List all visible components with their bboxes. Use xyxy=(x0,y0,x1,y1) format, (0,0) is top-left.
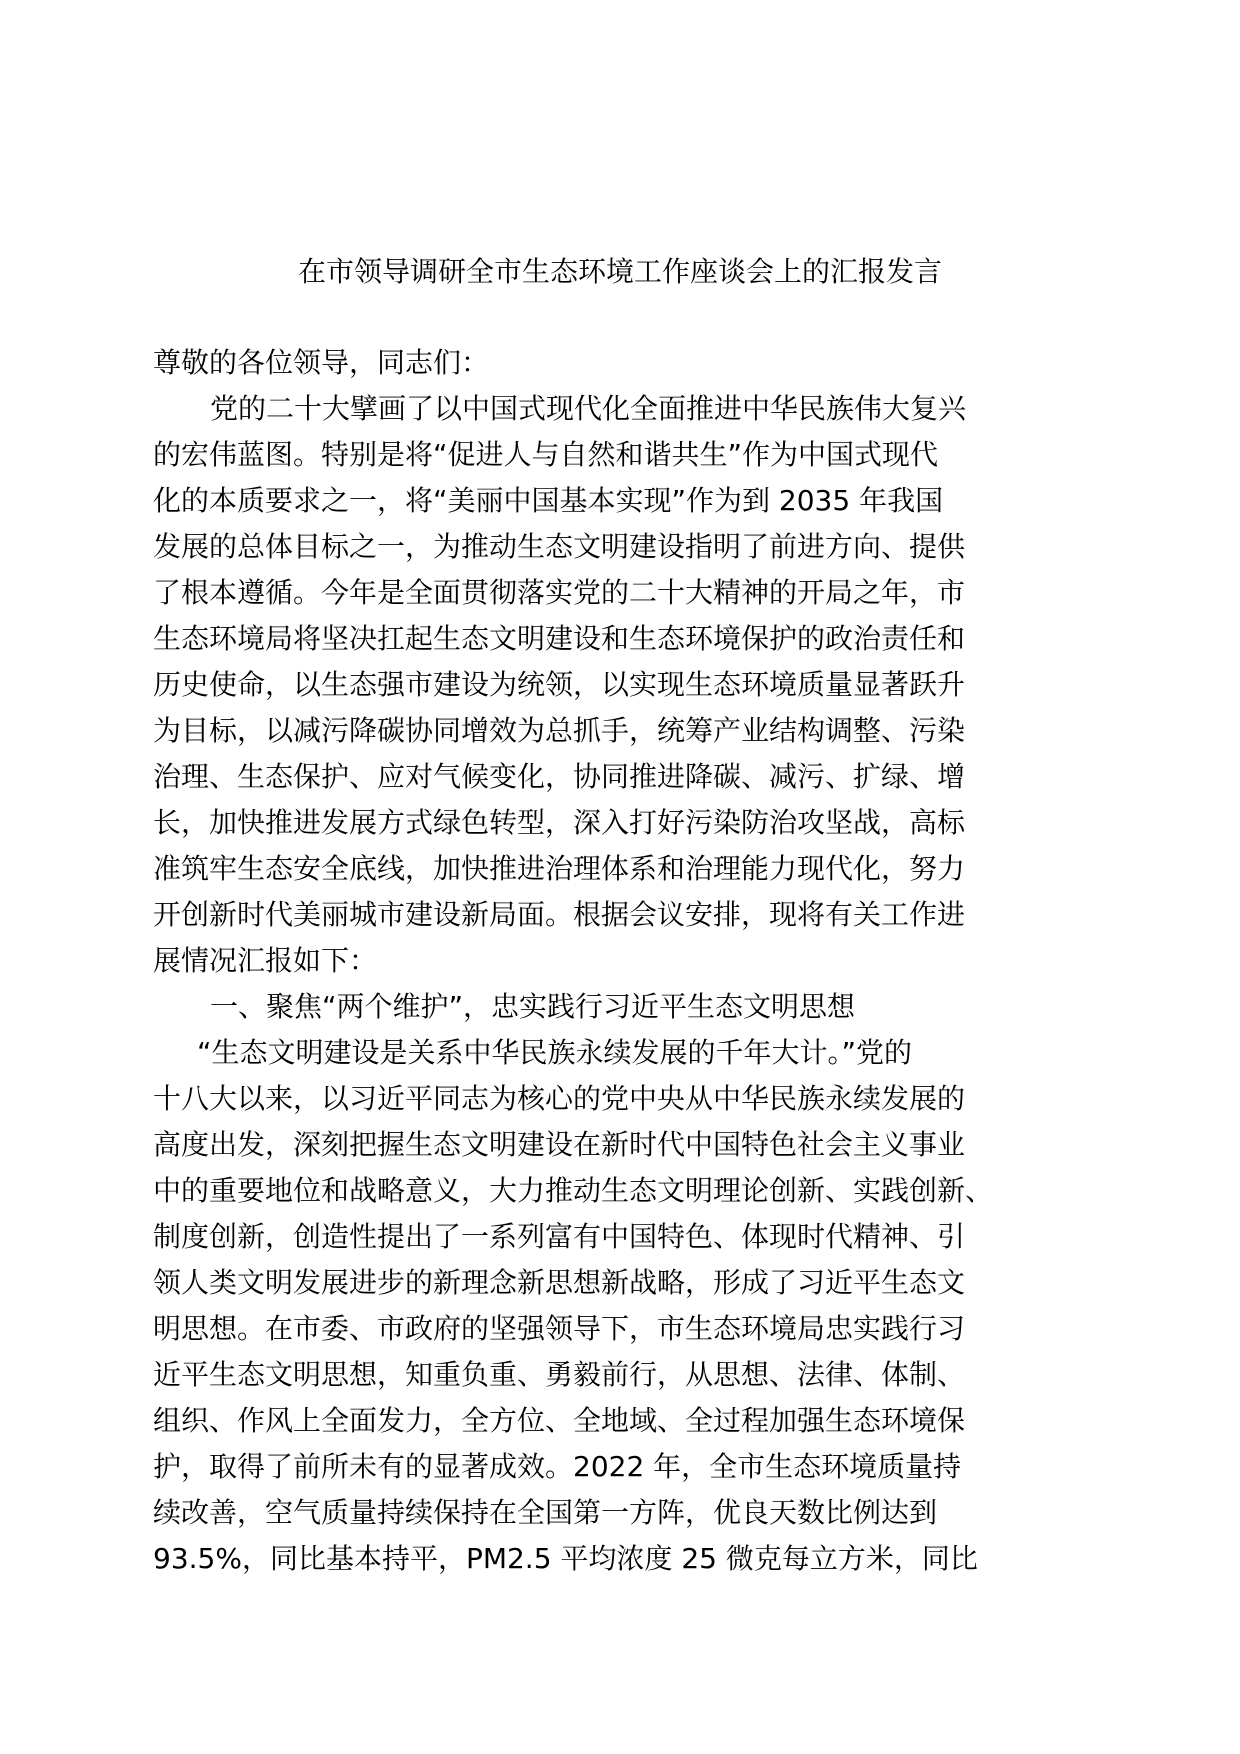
paragraph-line: 领人类文明发展进步的新理念新思想新战略，形成了习近平生态文 xyxy=(153,1266,966,1299)
paragraph-line: 了根本遵循。今年是全面贯彻落实党的二十大精神的开局之年，市 xyxy=(153,576,966,609)
paragraph-line: 组织、作风上全面发力，全方位、全地域、全过程加强生态环境保 xyxy=(153,1404,966,1437)
paragraph-line: 党的二十大擘画了以中国式现代化全面推进中华民族伟大复兴 xyxy=(210,392,967,425)
paragraph-line: 十八大以来，以习近平同志为核心的党中央从中华民族永续发展的 xyxy=(153,1082,966,1115)
paragraph-line: 的宏伟蓝图。特别是将“促进人与自然和谐共生”作为中国式现代 xyxy=(153,438,939,471)
paragraph-line: 展情况汇报如下： xyxy=(153,944,378,977)
paragraph-line: 护，取得了前所未有的显著成效。2022 年，全市生态环境质量持 xyxy=(153,1450,962,1483)
paragraph-line: 明思想。在市委、市政府的坚强领导下，市生态环境局忠实践行习 xyxy=(153,1312,966,1345)
paragraph-line: 化的本质要求之一，将“美丽中国基本实现”作为到 2035 年我国 xyxy=(153,484,944,517)
paragraph-line: 准筑牢生态安全底线，加快推进治理体系和治理能力现代化，努力 xyxy=(153,852,966,885)
paragraph-line: 近平生态文明思想，知重负重、勇毅前行，从思想、法律、体制、 xyxy=(153,1358,966,1391)
paragraph-line: “生态文明建设是关系中华民族永续发展的千年大计。”党的 xyxy=(197,1036,913,1069)
paragraph-line: 发展的总体目标之一，为推动生态文明建设指明了前进方向、提供 xyxy=(153,530,966,563)
paragraph-line: 制度创新，创造性提出了一系列富有中国特色、体现时代精神、引 xyxy=(153,1220,966,1253)
paragraph-line: 生态环境局将坚决扛起生态文明建设和生态环境保护的政治责任和 xyxy=(153,622,966,655)
section-heading: 一、聚焦“两个维护”，忠实践行习近平生态文明思想 xyxy=(210,990,856,1023)
paragraph-line: 高度出发，深刻把握生态文明建设在新时代中国特色社会主义事业 xyxy=(153,1128,966,1161)
salutation-line: 尊敬的各位领导，同志们： xyxy=(153,346,490,379)
paragraph-line: 93.5%，同比基本持平，PM2.5 平均浓度 25 微克每立方米，同比 xyxy=(153,1542,978,1575)
paragraph-line: 为目标，以减污降碳协同增效为总抓手，统筹产业结构调整、污染 xyxy=(153,714,966,747)
paragraph-line: 治理、生态保护、应对气候变化，协同推进降碳、减污、扩绿、增 xyxy=(153,760,966,793)
paragraph-line: 长，加快推进发展方式绿色转型，深入打好污染防治攻坚战，高标 xyxy=(153,806,966,839)
paragraph-line: 历史使命，以生态强市建设为统领，以实现生态环境质量显著跃升 xyxy=(153,668,966,701)
document-title: 在市领导调研全市生态环境工作座谈会上的汇报发言 xyxy=(297,255,942,288)
paragraph-line: 中的重要地位和战略意义，大力推动生态文明理论创新、实践创新、 xyxy=(153,1174,994,1207)
document-body xyxy=(153,340,1083,1582)
paragraph-line: 续改善，空气质量持续保持在全国第一方阵，优良天数比例达到 xyxy=(153,1496,938,1529)
paragraph-line: 开创新时代美丽城市建设新局面。根据会议安排，现将有关工作进 xyxy=(153,898,966,931)
